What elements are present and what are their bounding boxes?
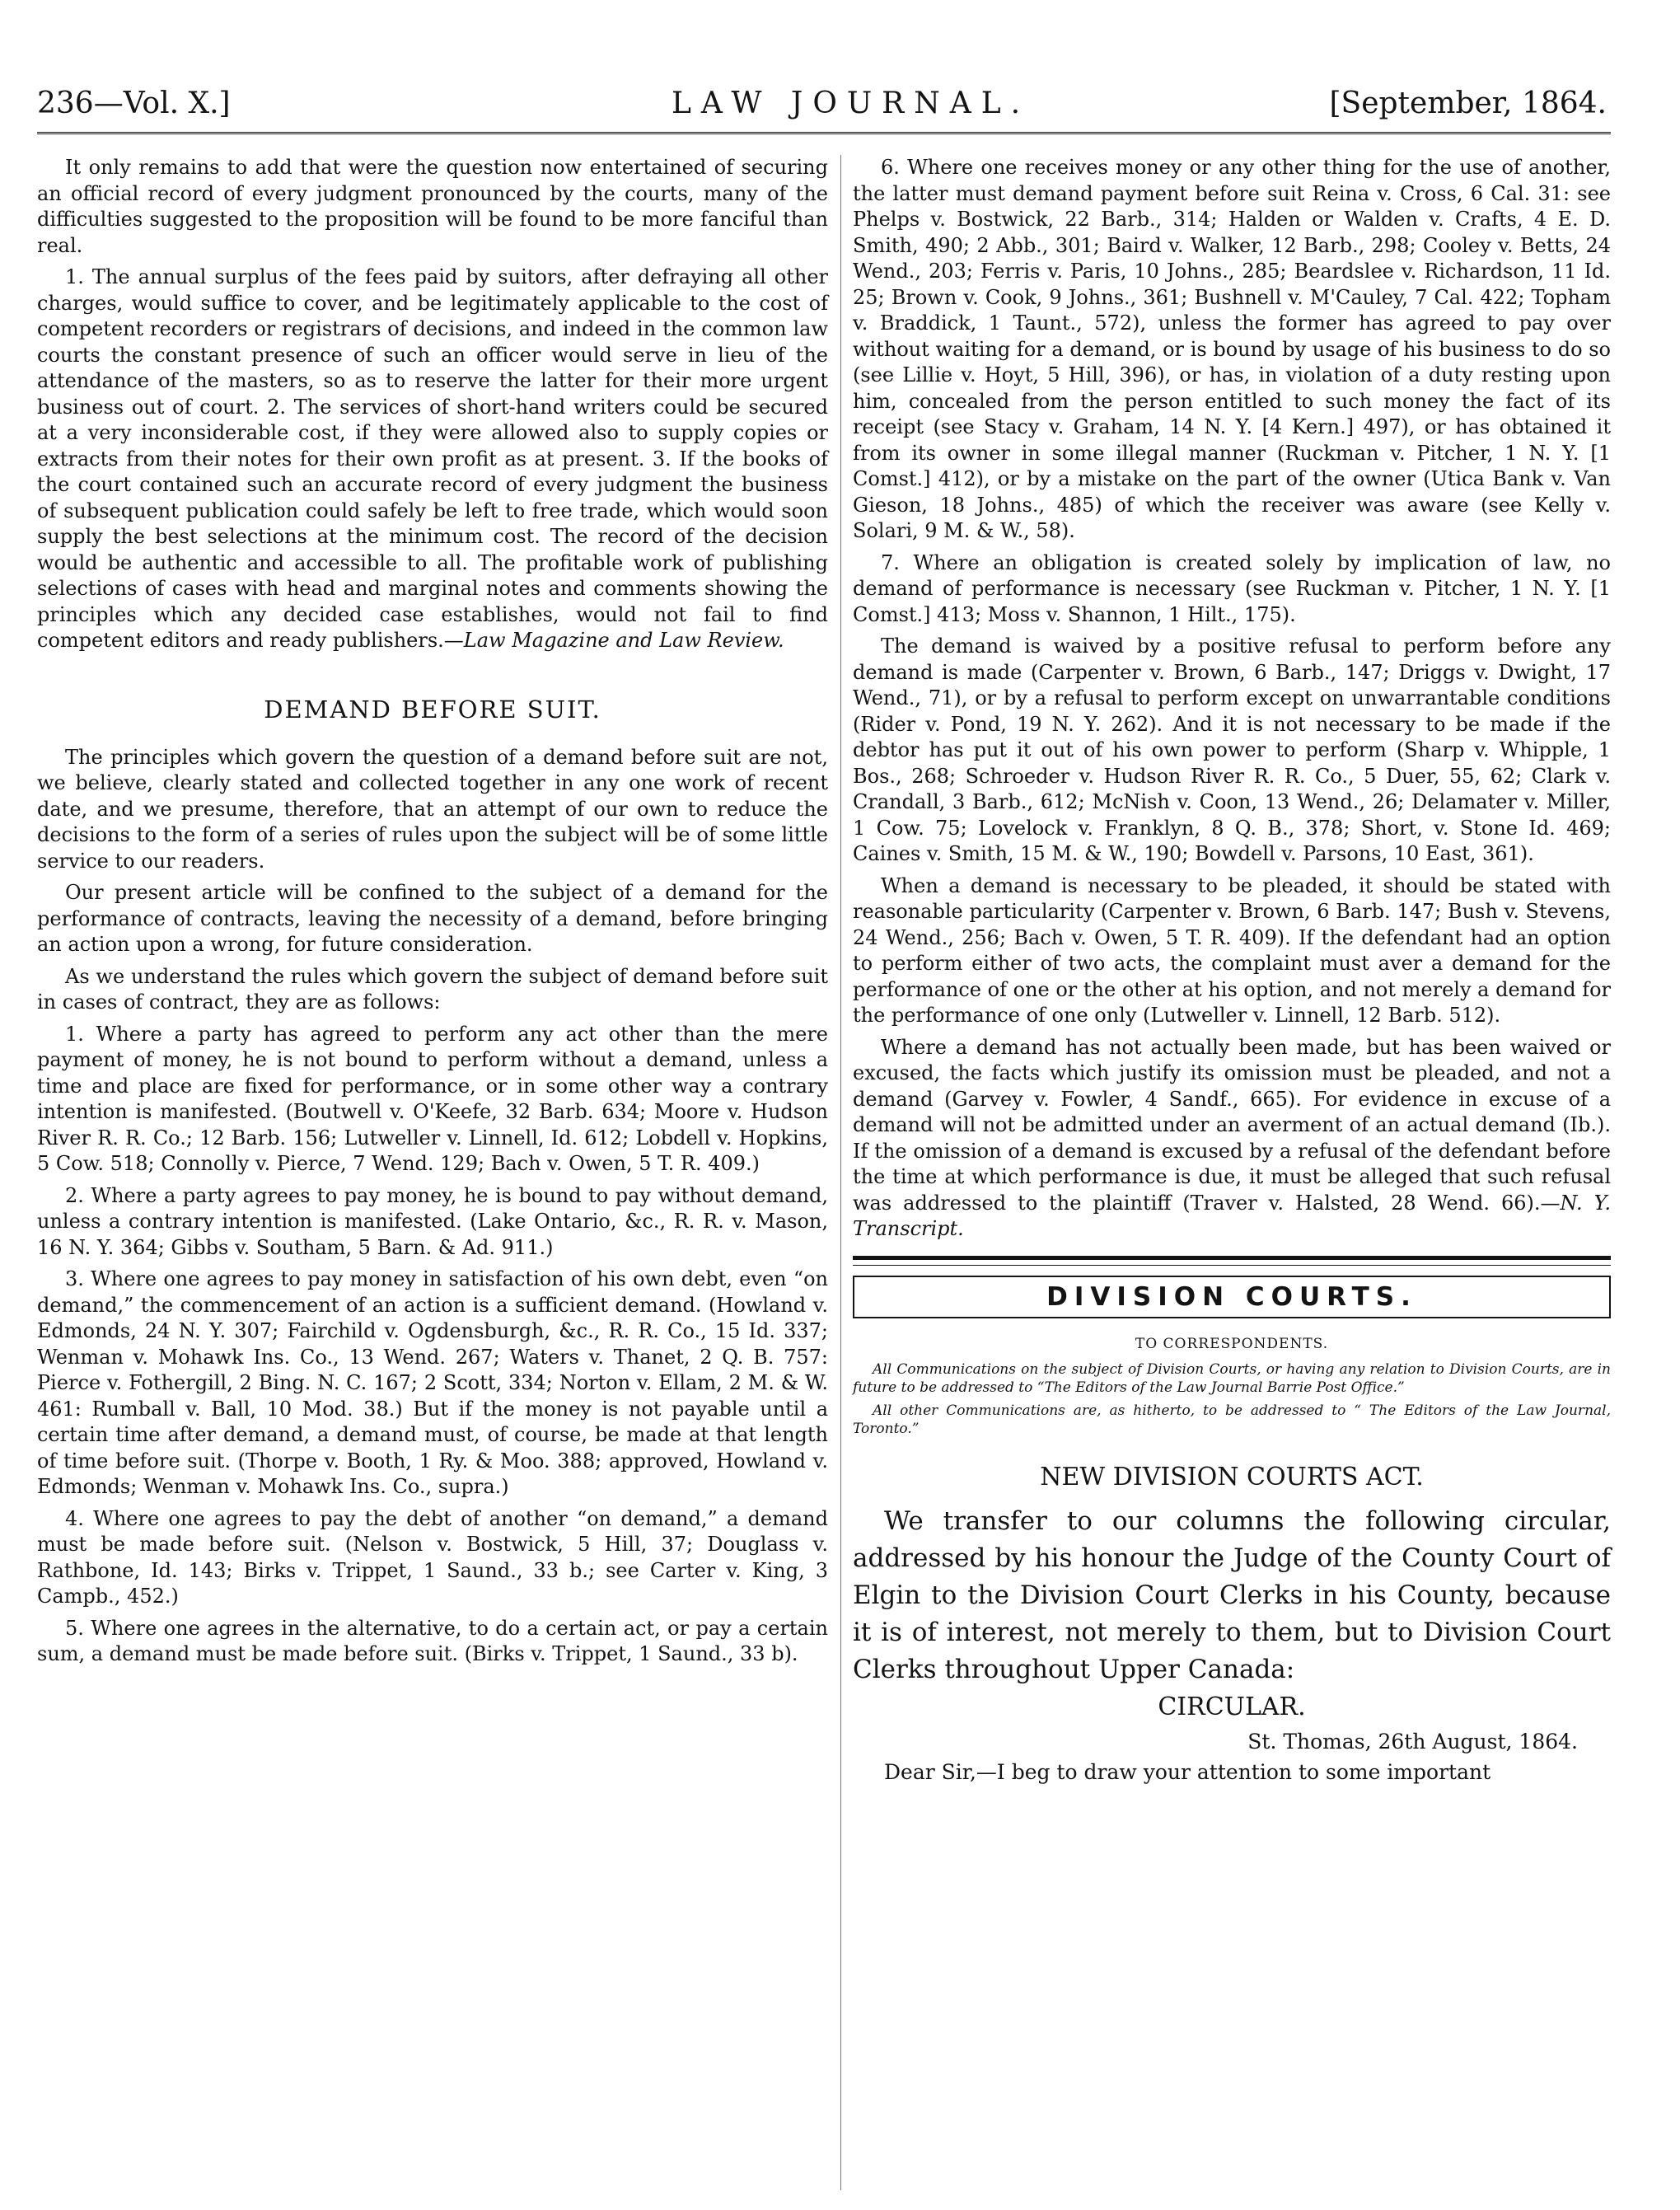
correspondents-heading: TO CORRESPONDENTS.: [1135, 1335, 1329, 1352]
excuse-paragraph: [853, 1035, 1611, 1243]
rule-5: 5. Where one agrees in the alternative, to do a certain act, or pay a certain sum, a demand must be made before suit. (Birks v. Trippet, 1 Saund., 33 b).: [37, 1616, 828, 1665]
division-courts-heading: DIVISION COURTS.: [853, 1276, 1611, 1318]
transfer-paragraph: We transfer to our columns the following circular, addressed by his honour the Judge of the County Court of Elgin to the Division Court Clerks in his County, because it is of interest, not merely to them, but to Division Court Clerks throughout Upper Canada:: [853, 1506, 1611, 1684]
rule-1: 1. Where a party has agreed to perform any act other than the mere payment of money, he is not bound to perform without a demand, unless a time and place are fixed for performance, or in some other way a contrary intention is manifested. (Boutwell v. O'Keefe, 32 Barb. 634; Moore v. Hudson River R. R. Co.; 12 Barb. 156; Lutweller v. Linnell, Id. 612; Lobdell v. Hopkins, 5 Cow. 518; Connolly v. Pierce, 7 Wend. 129; Bach v. Owen, 5 T. R. 409.): [37, 1022, 828, 1175]
circular-heading: CIRCULAR.: [1158, 1693, 1306, 1721]
rule-4: 4. Where one agrees to pay the debt of another “on demand,” a demand must be made before suit. (Nelson v. Bostwick, 5 Hill, 37; Douglass v. Rathbone, Id. 143; Birks v. Trippet, 1 Saund., 33 b.; see Carter v. King, 3 Campb., 452.): [37, 1506, 828, 1608]
source-citation: Law Magazine and Law Review.: [463, 629, 784, 652]
intro-paragraph: It only remains to add that were the question now entertained of securing an official record of every judgment pronounced by the courts, many of the difficulties suggested to the proposition will be found to be more fanciful than real.: [37, 156, 828, 257]
column-divider: [840, 155, 841, 2190]
rule-7: 7. Where an obligation is created solely by implication of law, no demand of performance is necessary (see Ruckman v. Pitcher, 1 N. Y. [1 Comst.] 413; Moss v. Shannon, 1 Hilt., 175).: [853, 550, 1611, 626]
pleading-paragraph: When a demand is necessary to be pleaded, it should be stated with reasonable particularity (Carpenter v. Brown, 6 Barb. 147; Bush v. Stevens, 24 Wend., 256; Bach v. Owen, 5 T. R. 409). If the defendant had an option to perform either of two acts, the complaint must aver a demand for the performance of one or the other at his option, and not merely a demand for the performance of one only (Lutweller v. Linnell, 12 Barb. 512).: [853, 873, 1611, 1027]
principles-paragraph: The principles which govern the question of a demand before suit are not, we believe, clearly stated and collected together in any one work of recent date, and we presume, therefore, that an attempt of our own to reduce the decisions to the form of a series of rules upon the subject will be of some little service to our readers.: [37, 745, 828, 873]
page-header: [37, 82, 1607, 125]
section-rule-thin: [853, 1265, 1611, 1266]
rule-6: 6. Where one receives money or any other thing for the use of another, the latter must demand payment before suit Reina v. Cross, 6 Cal. 31: see Phelps v. Bostwick, 22 Barb., 314; Halden or Walden v. Crafts, 4 E. D. Smith, 490; 2 Abb., 301; Baird v. Walker, 12 Barb., 298; Cooley v. Betts, 24 Wend., 203; Ferris v. Paris, 10 Johns., 285; Beardslee v. Richardson, 11 Id. 25; Brown v. Cook, 9 Johns., 361; Bushnell v. M'Cauley, 7 Cal. 422; Topham v. Braddick, 1 Taunt., 572), unless the former has agreed to pay over without waiting for a demand, or is bound by usage of his business to do so (see Lillie v. Hoyt, 5 Hill, 396), or has, in violation of a duty resting upon him, concealed from the person entitled to such money the fact of its receipt (see Stacy v. Graham, 14 N. Y. [4 Kern.] 497), or has obtained it from its owner in some illegal manner (Ruckman v. Pitcher, 1 N. Y. [1 Comst.] 412), or by a mistake on the part of the owner (Utica Bank v. Van Gieson, 18 Johns., 485) of which the receiver was aware (see Kelly v. Solari, 9 M. & W., 58).: [853, 156, 1611, 542]
transcript-citation: N. Y. Transcript.: [853, 1191, 1611, 1240]
rule-2: 2. Where a party agrees to pay money, he is bound to pay without demand, unless a contrary intention is manifested. (Lake Ontario, &c., R. R. v. Mason, 16 N. Y. 364; Gibbs v. Southam, 5 Barn. & Ad. 911.): [37, 1183, 828, 1259]
rule-3: 3. Where one agrees to pay money in satisfaction of his own debt, even “on demand,” the commencement of an action is a sufficient demand. (Howland v. Edmonds, 24 N. Y. 307; Fairchild v. Ogdensburgh, &c., R. R. Co., 15 Id. 337; Wenman v. Mohawk Ins. Co., 13 Wend. 267; Waters v. Thanet, 2 Q. B. 757: Pierce v. Fothergill, 2 Bing. N. C. 167; 2 Scott, 334; Norton v. Ellam, 2 M. & W. 461: Rumball v. Ball, 10 Mod. 38.) But if the money is not payable until a certain time after demand, a demand must, of course, be made at that length of time before suit. (Thorpe v. Booth, 1 Ry. & Moo. 388; approved, Howland v. Edmonds; Wenman v. Mohawk Ins. Co., supra.): [37, 1267, 828, 1498]
rules-intro-paragraph: As we understand the rules which govern the subject of demand before suit in cases of contract, they are as follows:: [37, 964, 828, 1014]
right-column: [853, 155, 1611, 1791]
header-rule: [37, 132, 1611, 134]
article-scope-paragraph: Our present article will be confined to the subject of a demand for the performance of contracts, leaving the necessity of a demand, before bringing an action upon a wrong, for future consideration.: [37, 881, 828, 956]
section-rule-thick: [853, 1256, 1611, 1260]
correspondents-note-1: All Communications on the subject of Division Courts, or having any relation to Division Courts, are in future to be addressed to “The Editors of the Law Journal Barrie Post Office.”: [853, 1361, 1611, 1396]
surplus-text: 1. The annual surplus of the fees paid by suitors, after defraying all other charges, would suffice to cover, and be legitimately applicable to the cost of competent recorders or registrars of decisions, and indeed in the common law courts the constant presence of such an officer would serve in lieu of the attendance of the masters, so as to reserve the latter for their more urgent business out of court. 2. The services of short-hand writers could be secured at a very inconsiderable cost, if they were allowed also to supply copies or extracts from their notes for their own profit as at present. 3. If the books of the court contained such an accurate record of every judgment the business of subsequent publication could safely be left to free trade, which would soon supply the best selections at the minimum cost. The record of the decision would be authentic and accessible to all. The profitable work of publishing selections of cases with head and marginal notes and comments showing the principles which any decided case establishes, would not fail to find competent editors and ready publishers.—: [37, 265, 828, 652]
left-column: [37, 155, 828, 1674]
circular-salutation: Dear Sir,—I beg to draw your attention to some important: [884, 1760, 1491, 1784]
correspondents-note-2: All other Communications are, as hitherto, to be addressed to “ The Editors of the Law Journal, Toronto.”: [853, 1402, 1611, 1437]
excuse-text: Where a demand has not actually been made, but has been waived or excused, the facts which justify its omission must be pleaded, and not a demand (Garvey v. Fowler, 4 Sandf., 665). For evidence in excuse of a demand will not be admitted under an averment of an actual demand (Ib.). If the omission of a demand is excused by a refusal of the defendant before the time at which performance is due, it must be alleged that such refusal was addressed to the plaintiff (Traver v. Halsted, 28 Wend. 66).—: [853, 1035, 1611, 1215]
circular-dateline: St. Thomas, 26th August, 1864.: [1247, 1729, 1578, 1753]
journal-title: LAW JOURNAL.: [672, 87, 1031, 120]
waiver-paragraph: The demand is waived by a positive refusal to perform before any demand is made (Carpenter v. Brown, 6 Barb., 147; Driggs v. Dwight, 17 Wend., 71), or by a refusal to perform except on unwarrantable conditions (Rider v. Pond, 19 N. Y. 262). And it is not necessary to be made if the debtor has put it out of his own power to perform (Sharp v. Whipple, 1 Bos., 268; Schroeder v. Hudson River R. R. Co., 5 Duer, 55, 62; Clark v. Crandall, 3 Barb., 612; McNish v. Coon, 13 Wend., 26; Delamater v. Miller, 1 Cow. 75; Lovelock v. Franklyn, 8 Q. B., 378; Short, v. Stone Id. 469; Caines v. Smith, 15 M. & W., 190; Bowdell v. Parsons, 10 East, 361).: [853, 634, 1611, 865]
article-heading: DEMAND BEFORE SUIT.: [264, 695, 601, 723]
issue-date: [September, 1864.: [1329, 87, 1607, 120]
act-heading: NEW DIVISION COURTS ACT.: [1040, 1463, 1424, 1491]
surplus-paragraph: [37, 265, 828, 654]
page-volume-label: 236—Vol. X.]: [37, 87, 231, 120]
